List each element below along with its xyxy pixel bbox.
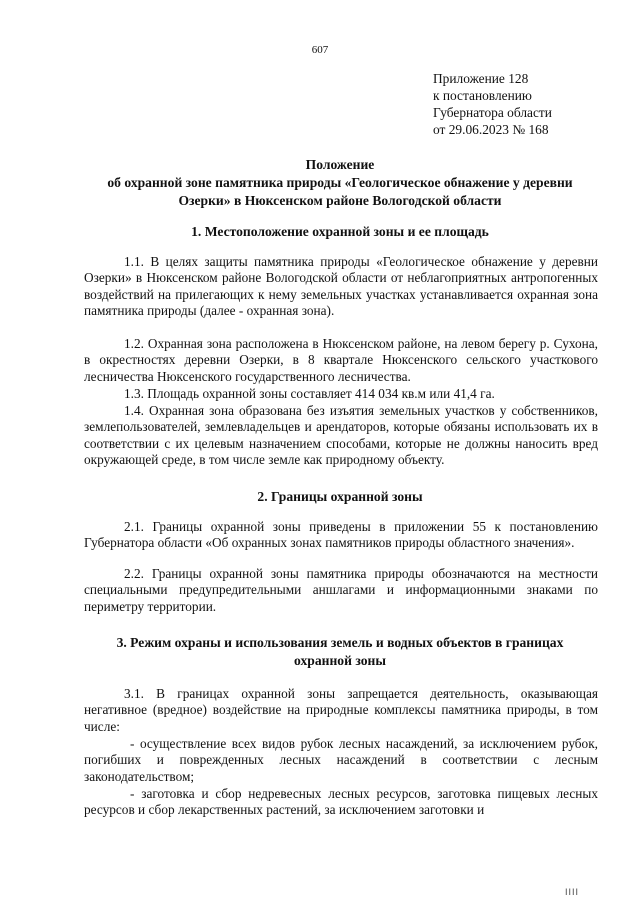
paragraph-1-2: 1.2. Охранная зона расположена в Нюксенском районе, на левом берегу р. Сухона, в окрестностях деревни Озерки, в 8 квартале Нюксенского сельского участкового лесничества Нюксенского государственного лесничества. bbox=[84, 336, 598, 384]
paragraph-1-4: 1.4. Охранная зона образована без изъятия земельных участков у собственников, землепользователей, землевладельцев и арендаторов, которые обязаны использовать их в соответствии с их целевым назначением способами, которые не должны наносить вред окружающей среде, в том числе земле как природному объекту. bbox=[84, 403, 598, 468]
paragraph-2-1: 2.1. Границы охранной зоны приведены в приложении 55 к постановлению Губернатора области «Об охранных зонах памятников природы областного значения». bbox=[84, 519, 598, 551]
paragraph-3-1: 3.1. В границах охранной зоны запрещается деятельность, оказывающая негативное (вредное) воздействие на природные комплексы памятника природы, в том числе: bbox=[84, 686, 598, 734]
appendix-line: Приложение 128 bbox=[433, 71, 529, 86]
footer-marks: IIII bbox=[565, 887, 580, 897]
title-line: об охранной зоне памятника природы «Геологическое обнажение у деревни bbox=[107, 175, 573, 190]
appendix-block bbox=[433, 70, 552, 138]
section-1-heading: 1. Местоположение охранной зоны и ее площадь bbox=[191, 224, 489, 239]
paragraph-2-2: 2.2. Границы охранной зоны памятника природы обозначаются на местности специальными предупредительными аншлагами и информационными знаками по периметру территории. bbox=[84, 566, 598, 614]
appendix-line: к постановлению bbox=[433, 88, 532, 103]
section-2-heading: 2. Границы охранной зоны bbox=[257, 489, 423, 504]
paragraph-1-3: 1.3. Площадь охранной зоны составляет 414 034 кв.м или 41,4 га. bbox=[124, 386, 495, 401]
heading-line: охранной зоны bbox=[294, 653, 386, 668]
title-line: Озерки» в Нюксенском районе Вологодской области bbox=[178, 193, 502, 208]
paragraph-1-1: 1.1. В целях защиты памятника природы «Геологическое обнажение у деревни Озерки» в Нюксенском районе Вологодской области от неблагоприятных антропогенных воздействий на прилегающих к нему земельных участках устанавливается охранная зона памятника природы (далее - охранная зона). bbox=[84, 254, 598, 319]
document-title bbox=[80, 156, 600, 210]
heading-line: 3. Режим охраны и использования земель и водных объектов в границах bbox=[116, 635, 564, 650]
title-line: Положение bbox=[305, 157, 375, 172]
bullet-item: - заготовка и сбор недревесных лесных ресурсов, заготовка пищевых лесных ресурсов и сбор лекарственных растений, за исключением заготовки и bbox=[84, 786, 598, 818]
section-3-heading bbox=[80, 634, 600, 670]
bullet-item: - осуществление всех видов рубок лесных насаждений, за исключением рубок, погибших и поврежденных лесных насаждений в соответствии с лесным законодательством; bbox=[84, 736, 598, 784]
page-number: 607 bbox=[311, 44, 329, 56]
appendix-line: от 29.06.2023 № 168 bbox=[433, 122, 549, 137]
appendix-line: Губернатора области bbox=[433, 105, 552, 120]
